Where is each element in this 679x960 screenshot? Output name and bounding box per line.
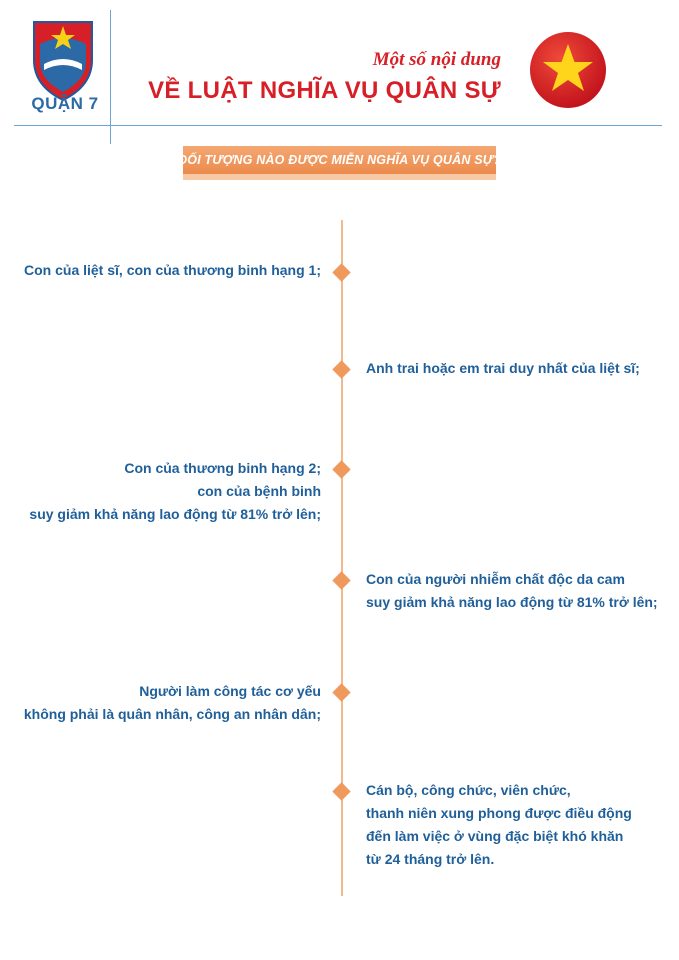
timeline-item-5 [24,680,321,726]
section-banner [178,146,501,184]
timeline-item-6-line-4: từ 24 tháng trở lên. [366,851,495,867]
timeline-marker-2 [332,360,350,378]
vietnam-flag-icon [528,30,608,110]
banner-box [178,146,501,174]
timeline-item-1-line-1: Con của liệt sĩ, con của thương binh hạng 1; [24,262,321,278]
timeline-item-4-line-2: suy giảm khả năng lao động từ 81% trở lên; [366,594,658,610]
timeline-item-3-line-2: con của bệnh binh [197,483,321,499]
timeline-marker-3 [332,460,350,478]
timeline-item-3-line-1: Con của thương binh hạng 2; [124,460,321,476]
timeline-item-6-line-1: Cán bộ, công chức, viên chức, [366,782,571,798]
timeline-item-5-line-1: Người làm công tác cơ yếu [139,683,321,699]
timeline-item-2 [366,357,640,380]
header-vertical-rule [110,10,111,144]
timeline-item-1 [24,259,321,282]
timeline-item-6 [366,779,632,871]
timeline-item-6-line-2: thanh niên xung phong được điều động [366,805,632,821]
banner-text: ĐỐI TƯỢNG NÀO ĐƯỢC MIỄN NGHĨA VỤ QUÂN SỰ? [178,153,501,167]
timeline-item-2-line-1: Anh trai hoặc em trai duy nhất của liệt sĩ; [366,360,640,376]
timeline-marker-6 [332,782,350,800]
youth-union-logo [28,14,98,102]
timeline-marker-1 [332,263,350,281]
timeline-item-5-line-2: không phải là quân nhân, công an nhân dân; [23,706,321,722]
timeline-marker-5 [332,683,350,701]
timeline-item-3 [29,457,321,526]
timeline-item-3-line-3: suy giảm khả năng lao động từ 81% trở lên; [29,506,321,522]
timeline-item-4-line-1: Con của người nhiễm chất độc da cam [366,571,625,587]
header-horizontal-rule [14,125,662,126]
district-label: QUẬN 7 [31,94,99,113]
timeline-item-6-line-3: đến làm việc ở vùng đặc biệt khó khăn [366,828,624,844]
timeline-item-4 [366,568,658,614]
page-title: VỀ LUẬT NGHĨA VỤ QUÂN SỰ [148,77,501,104]
timeline-marker-4 [332,571,350,589]
page-subtitle: Một số nội dung [372,49,501,70]
